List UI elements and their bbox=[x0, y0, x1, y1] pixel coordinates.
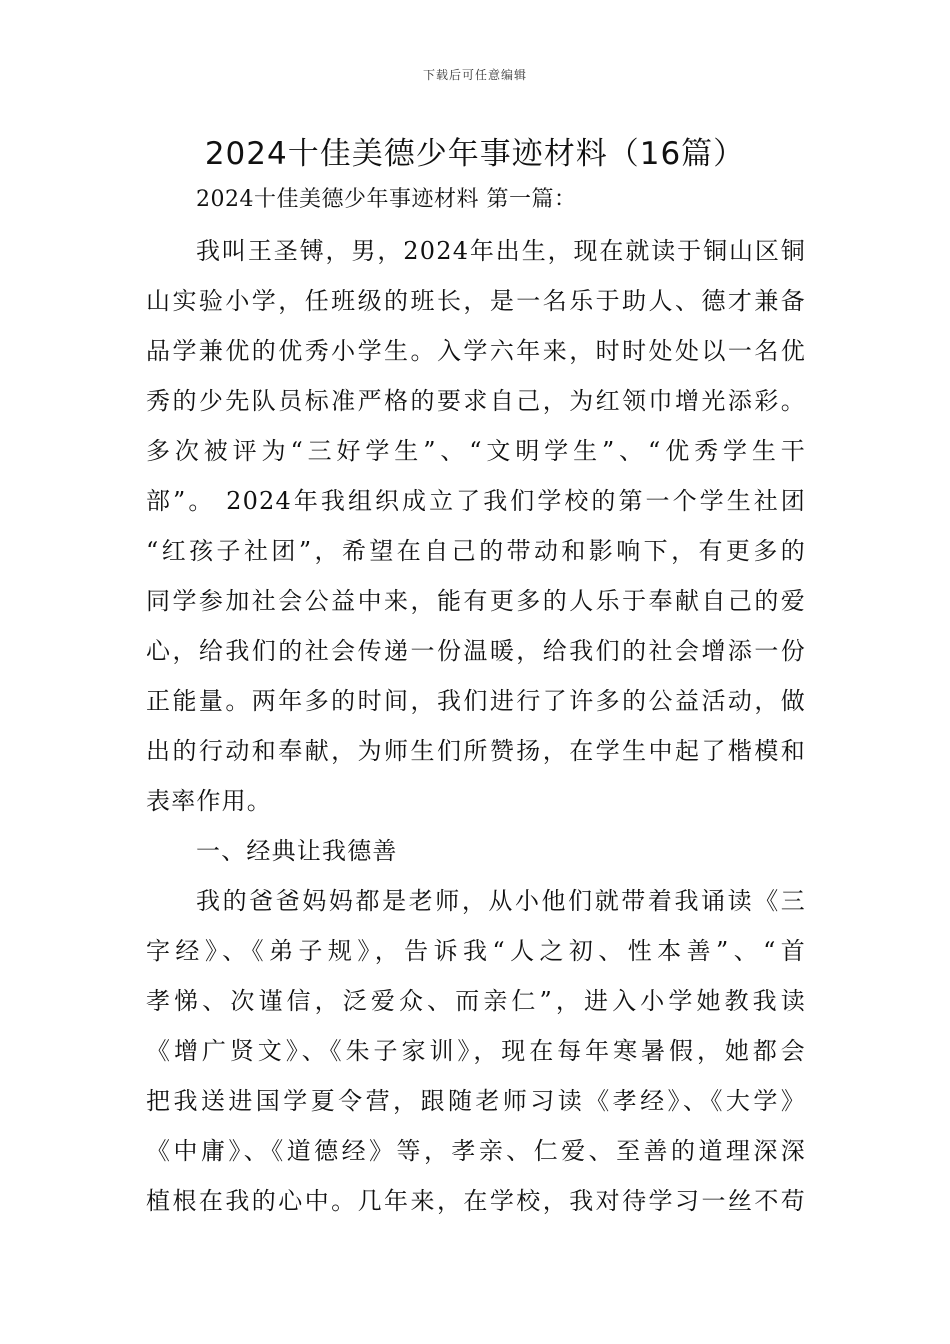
paragraph-line: “红孩子社团”，希望在自己的带动和影响下，有更多的 bbox=[146, 537, 806, 565]
paragraph-line: 把我送进国学夏令营，跟随老师习读《孝经》、《大学》 bbox=[146, 1087, 806, 1115]
document-title: 2024十佳美德少年事迹材料（16篇） bbox=[204, 136, 746, 172]
paragraph-line: 《中庸》、《道德经》等，孝亲、仁爱、至善的道理深深 bbox=[146, 1137, 806, 1165]
paragraph-line: 秀的少先队员标准严格的要求自己，为红领巾增光添彩。 bbox=[146, 387, 806, 415]
paragraph-line: 同学参加社会公益中来，能有更多的人乐于奉献自己的爱 bbox=[146, 587, 806, 615]
paragraph-line: 山实验小学，任班级的班长，是一名乐于助人、德才兼备 bbox=[146, 287, 806, 315]
section-heading: 一、经典让我德善 bbox=[196, 837, 398, 865]
paragraph-line: 部”。 2024年我组织成立了我们学校的第一个学生社团 bbox=[146, 487, 806, 515]
paragraph-line: 品学兼优的优秀小学生。入学六年来，时时处处以一名优 bbox=[146, 337, 806, 365]
paragraph-classics bbox=[146, 876, 806, 1226]
paragraph-line: 植根在我的心中。几年来，在学校，我对待学习一丝不苟 bbox=[146, 1187, 806, 1215]
paragraph-line: 正能量。两年多的时间，我们进行了许多的公益活动，做 bbox=[146, 687, 806, 715]
paragraph-line: 我的爸爸妈妈都是老师，从小他们就带着我诵读《三 bbox=[196, 887, 806, 915]
paragraph-line: 多次被评为“三好学生”、“文明学生”、“优秀学生干 bbox=[146, 437, 806, 465]
header-note: 下载后可任意编辑 bbox=[422, 68, 527, 82]
paragraph-line: 表率作用。 bbox=[146, 787, 272, 815]
section-subtitle: 2024十佳美德少年事迹材料 第一篇： bbox=[196, 187, 577, 212]
paragraph-line: 《增广贤文》、《朱子家训》，现在每年寒暑假，她都会 bbox=[146, 1037, 806, 1065]
paragraph-intro bbox=[146, 226, 806, 826]
paragraph-line: 字经》、《弟子规》，告诉我“人之初、性本善”、“首 bbox=[146, 937, 806, 965]
paragraph-line: 我叫王圣镈，男，2024年出生，现在就读于铜山区铜 bbox=[196, 237, 806, 265]
document-body bbox=[146, 180, 806, 1226]
paragraph-line: 孝悌、次谨信，泛爱众、而亲仁”，进入小学她教我读 bbox=[146, 987, 806, 1015]
paragraph-line: 出的行动和奉献，为师生们所赞扬，在学生中起了楷模和 bbox=[146, 737, 806, 765]
paragraph-line: 心，给我们的社会传递一份温暖，给我们的社会增添一份 bbox=[146, 637, 806, 665]
